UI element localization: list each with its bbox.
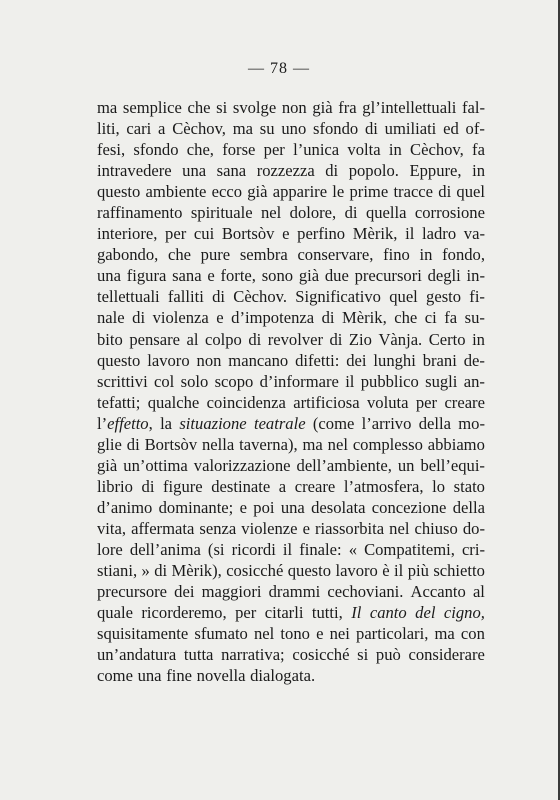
- text-line: [97, 602, 485, 623]
- word: gesto: [426, 287, 462, 307]
- word: destinate: [211, 476, 271, 496]
- word: il: [405, 224, 415, 244]
- word: quale: [97, 603, 133, 623]
- word: voluta: [367, 392, 409, 412]
- word: falliti: [167, 287, 204, 307]
- word: concezione: [371, 497, 447, 517]
- word: Zio: [348, 329, 372, 349]
- word: Accanto: [410, 582, 466, 602]
- word: in: [388, 140, 402, 160]
- word: tellettuali: [97, 287, 160, 307]
- text-line: [97, 623, 485, 644]
- text-line: [97, 160, 485, 181]
- word: fesi,: [97, 140, 126, 160]
- word: di: [321, 308, 335, 328]
- word: riassorbita: [314, 518, 385, 538]
- word: quel: [456, 182, 485, 202]
- word: una: [97, 266, 121, 286]
- word: di: [212, 287, 226, 307]
- word: chiuso: [414, 518, 458, 538]
- word: fi-: [469, 287, 485, 307]
- word: fa: [444, 308, 458, 328]
- text-line: [97, 455, 485, 476]
- word: cari: [126, 119, 152, 139]
- word: stiani,: [97, 561, 138, 581]
- word: citarli: [264, 603, 304, 623]
- word: lo: [432, 476, 446, 496]
- word: e: [239, 497, 247, 517]
- word: fal-: [461, 98, 485, 117]
- word: creare: [444, 392, 485, 412]
- word: ecco: [211, 182, 242, 202]
- word: raffinamento: [97, 203, 183, 223]
- word: Certo: [428, 329, 466, 349]
- word: tefatti;: [97, 392, 141, 412]
- text-line: [97, 286, 485, 307]
- word: do-: [462, 518, 485, 538]
- word: il: [394, 561, 404, 581]
- word: »: [141, 561, 150, 581]
- text-line: [97, 307, 485, 328]
- word: quella: [365, 203, 407, 223]
- word: un: [397, 455, 415, 475]
- word: mo-: [458, 413, 485, 433]
- word: corrosione: [414, 203, 485, 223]
- word: Eppure,: [409, 161, 462, 181]
- word: (come: [312, 413, 355, 433]
- word: sana: [216, 161, 247, 181]
- word: una: [137, 666, 162, 686]
- word: squisitamente: [97, 624, 189, 644]
- word: bito: [97, 329, 123, 349]
- text-line: [97, 118, 485, 139]
- word: semplice: [122, 98, 182, 117]
- word: librio: [97, 476, 133, 496]
- word: Compatitemi,: [364, 539, 455, 559]
- word: rozzezza: [256, 161, 315, 181]
- page-number: — 78 —: [248, 60, 310, 77]
- word: an-: [463, 371, 485, 391]
- word: in: [472, 329, 485, 349]
- word: nale: [97, 308, 125, 328]
- word: fa: [472, 140, 485, 160]
- word: difetti:: [295, 350, 340, 370]
- word: sana: [172, 266, 202, 286]
- word: di: [154, 561, 168, 581]
- word: poi: [253, 497, 275, 517]
- word: su: [259, 119, 275, 139]
- word: di: [438, 182, 452, 202]
- word: tutta: [183, 645, 214, 665]
- word: sugli: [425, 371, 458, 391]
- word: ed: [443, 119, 459, 139]
- word: umiliati: [384, 119, 437, 139]
- word: complesso: [352, 434, 423, 454]
- word: con: [460, 624, 485, 644]
- word: mancano: [228, 350, 289, 370]
- word: artificiosa: [293, 392, 360, 412]
- word: svolge: [232, 98, 277, 117]
- word: nel: [260, 203, 282, 223]
- word: della: [452, 497, 485, 517]
- word: già: [298, 266, 320, 286]
- word: forte,: [220, 266, 256, 286]
- word: di: [325, 161, 339, 181]
- word: of-: [465, 119, 485, 139]
- word: gabondo,: [97, 245, 159, 265]
- word: uno: [281, 119, 307, 139]
- word: drammi: [268, 582, 321, 602]
- word: e: [216, 308, 224, 328]
- word: come: [97, 666, 133, 686]
- text-line: [97, 476, 485, 497]
- word: particolari,: [356, 624, 429, 644]
- text-line: [97, 223, 485, 244]
- text-line: [97, 413, 485, 434]
- word: dell’anima: [129, 539, 201, 559]
- word: di: [364, 119, 378, 139]
- text-line: [97, 560, 485, 581]
- text-line: [97, 265, 485, 286]
- word: dell’ambiente,: [296, 455, 392, 475]
- word: già: [312, 98, 333, 117]
- word: una: [182, 161, 207, 181]
- word: volta: [347, 140, 381, 160]
- word: brani: [422, 350, 457, 370]
- word: che,: [186, 140, 214, 160]
- word: Bortsòv: [221, 224, 275, 244]
- word: Mèrik,: [342, 308, 387, 328]
- word: può: [375, 645, 401, 665]
- word: sembra: [239, 245, 288, 265]
- word: e: [316, 624, 324, 644]
- word: più: [407, 561, 429, 581]
- word: che: [394, 308, 418, 328]
- text-line: [97, 434, 485, 455]
- text-line: [97, 497, 485, 518]
- word: lunghi: [373, 350, 416, 370]
- word: (si: [207, 539, 225, 559]
- word: liti,: [97, 119, 120, 139]
- word: d’animo: [97, 497, 153, 517]
- word: della: [418, 413, 451, 433]
- word: ambiente: [145, 182, 207, 202]
- word: il: [282, 539, 293, 559]
- word: apparire: [272, 182, 328, 202]
- word: scrittivi: [97, 371, 148, 391]
- word: vita,: [97, 518, 127, 538]
- word: per: [415, 392, 438, 412]
- word: cosicché: [292, 645, 350, 665]
- text-line: [97, 181, 485, 202]
- word: dialogata.: [250, 666, 316, 686]
- word: che: [187, 98, 211, 117]
- word: scopo: [214, 371, 254, 391]
- word: in-: [466, 266, 485, 286]
- word: ma: [232, 119, 254, 139]
- word: questo: [287, 561, 332, 581]
- word: violenza: [152, 308, 209, 328]
- word: cigno,: [443, 603, 485, 623]
- word: spirituale: [190, 203, 253, 223]
- word: dei: [174, 582, 195, 602]
- word: ma: [97, 98, 118, 117]
- word: perfino: [297, 224, 346, 244]
- word: desolata: [311, 497, 366, 517]
- word: nel: [389, 518, 410, 538]
- text-line: [97, 350, 485, 371]
- word: questo: [97, 350, 141, 370]
- word: nei: [329, 624, 350, 644]
- word: si: [357, 645, 369, 665]
- body-text: [97, 97, 485, 686]
- word: narrativa;: [221, 645, 285, 665]
- word: pensare: [129, 329, 180, 349]
- word: non: [196, 350, 222, 370]
- word: abbiamo: [427, 434, 485, 454]
- word: per: [263, 140, 285, 160]
- text-line: [97, 581, 485, 602]
- word: di: [329, 329, 343, 349]
- word: schietto: [433, 561, 485, 581]
- word: ricorderemo,: [141, 603, 227, 623]
- word: valorizzazione: [193, 455, 291, 475]
- word: lavoro: [147, 350, 190, 370]
- word: e: [282, 224, 290, 244]
- word: l’effetto,: [97, 413, 153, 433]
- word: nella: [202, 434, 235, 454]
- word: pubblico: [360, 371, 419, 391]
- word: precursore: [97, 582, 168, 602]
- word: stato: [453, 476, 485, 496]
- word: finale:: [299, 539, 342, 559]
- word: situazione: [179, 413, 247, 433]
- word: su-: [464, 308, 485, 328]
- word: revolver: [267, 329, 324, 349]
- word: novella: [196, 666, 246, 686]
- word: d’impotenza: [231, 308, 315, 328]
- word: sfondo: [133, 140, 179, 160]
- word: nel: [254, 624, 275, 644]
- word: Vànja.: [378, 329, 423, 349]
- word: sfondo: [313, 119, 359, 139]
- word: ricordi: [231, 539, 276, 559]
- word: cechoviani.: [327, 582, 404, 602]
- word: già: [97, 455, 118, 475]
- word: questo: [97, 182, 141, 202]
- word: che: [167, 245, 191, 265]
- word: tono: [280, 624, 310, 644]
- word: figure: [163, 476, 203, 496]
- word: ladro: [422, 224, 457, 244]
- word: di: [141, 476, 155, 496]
- word: Cèchov.: [233, 287, 288, 307]
- word: tracce: [393, 182, 434, 202]
- text-line: [97, 371, 485, 392]
- word: la: [160, 413, 173, 433]
- word: di: [248, 329, 262, 349]
- word: quel: [389, 287, 418, 307]
- word: «: [348, 539, 357, 559]
- word: senza: [199, 518, 237, 538]
- text-line: [97, 518, 485, 539]
- word: fra: [338, 98, 357, 117]
- word: fine: [166, 666, 192, 686]
- word: e: [302, 518, 310, 538]
- word: popolo.: [348, 161, 399, 181]
- word: tutti,: [311, 603, 343, 623]
- word: cri-: [461, 539, 485, 559]
- word: il: [345, 371, 355, 391]
- word: cosicché: [226, 561, 284, 581]
- word: a: [158, 119, 166, 139]
- word: due: [324, 266, 349, 286]
- word: colpo: [204, 329, 242, 349]
- word: ma: [434, 624, 455, 644]
- word: l’unica: [293, 140, 340, 160]
- word: per: [165, 224, 187, 244]
- word: già: [247, 182, 268, 202]
- word: l’arrivo: [361, 413, 412, 433]
- word: al: [472, 582, 485, 602]
- word: dei: [346, 350, 367, 370]
- word: in: [419, 245, 433, 265]
- word: coincidenza: [206, 392, 286, 412]
- word: di: [132, 308, 146, 328]
- word: interiore,: [97, 224, 158, 244]
- text-line: [97, 329, 485, 350]
- text-line: [97, 244, 485, 265]
- word: conservare,: [297, 245, 374, 265]
- word: lore: [97, 539, 123, 559]
- word: figura: [126, 266, 167, 286]
- word: nel: [327, 434, 348, 454]
- word: prime: [349, 182, 389, 202]
- word: pure: [200, 245, 231, 265]
- word: fino: [383, 245, 410, 265]
- word: qualche: [147, 392, 200, 412]
- word: un’andatura: [97, 645, 177, 665]
- text-line: [97, 97, 485, 118]
- text-line: [97, 202, 485, 223]
- word: non: [281, 98, 307, 117]
- word: sfumato: [194, 624, 248, 644]
- word: Mèrik,: [352, 224, 398, 244]
- word: Cèchov,: [172, 119, 226, 139]
- word: gl’intellettuali: [362, 98, 457, 117]
- word: teatrale: [253, 413, 306, 433]
- word: taverna),: [239, 434, 298, 454]
- word: bell’equi-: [420, 455, 485, 475]
- word: precursori: [354, 266, 422, 286]
- word: è: [382, 561, 390, 581]
- word: creare: [294, 476, 336, 496]
- word: di: [126, 434, 140, 454]
- word: e: [207, 266, 215, 286]
- word: col: [154, 371, 175, 391]
- word: Il: [351, 603, 362, 623]
- word: maggiori: [201, 582, 262, 602]
- word: ma: [302, 434, 323, 454]
- word: Mèrik),: [171, 561, 222, 581]
- word: dolore,: [289, 203, 337, 223]
- word: forse: [222, 140, 256, 160]
- word: solo: [180, 371, 209, 391]
- text-line: [97, 392, 485, 413]
- text-line: [97, 539, 485, 560]
- word: canto: [369, 603, 407, 623]
- word: Bortsòv: [144, 434, 198, 454]
- word: si: [216, 98, 228, 117]
- word: va-: [463, 224, 485, 244]
- word: intravedere: [97, 161, 172, 181]
- word: Cèchov,: [410, 140, 464, 160]
- word: l’atmosfera,: [343, 476, 424, 496]
- word: Significativo: [295, 287, 381, 307]
- word: sono: [261, 266, 294, 286]
- word: in: [472, 161, 485, 181]
- word: per: [235, 603, 257, 623]
- word: fondo,: [442, 245, 485, 265]
- word: dominante;: [158, 497, 234, 517]
- word: cui: [193, 224, 215, 244]
- word: violenze: [241, 518, 298, 538]
- text-line: [97, 139, 485, 160]
- word: de-: [463, 350, 485, 370]
- word: di: [344, 203, 358, 223]
- word: un’ottima: [123, 455, 188, 475]
- word: al: [186, 329, 199, 349]
- text-line: [97, 665, 485, 686]
- word: glie: [97, 434, 122, 454]
- word: del: [415, 603, 436, 623]
- word: una: [280, 497, 305, 517]
- word: degli: [427, 266, 461, 286]
- word: a: [278, 476, 287, 496]
- word: affermata: [131, 518, 195, 538]
- word: le: [332, 182, 345, 202]
- text-line: [97, 644, 485, 665]
- word: lavoro: [335, 561, 378, 581]
- word: ci: [424, 308, 437, 328]
- word: considerare: [408, 645, 485, 665]
- word: d’informare: [259, 371, 339, 391]
